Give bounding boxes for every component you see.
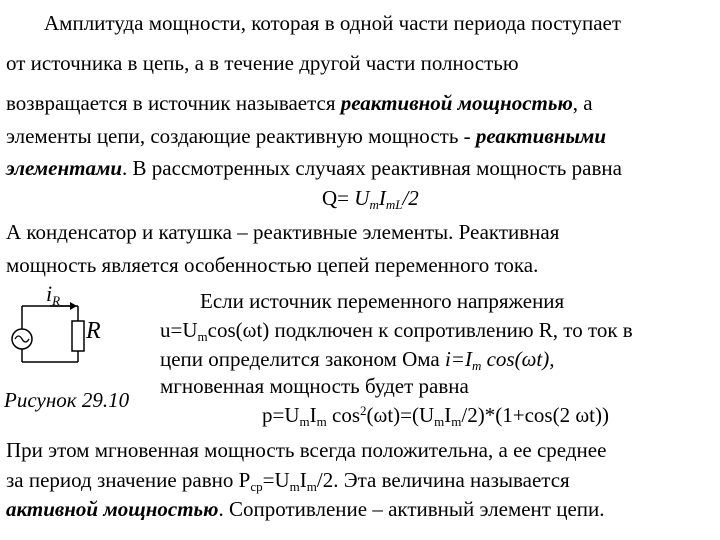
para1-line2: от источника в цепь, а в течение другой части полностью bbox=[6, 51, 519, 75]
figure-caption: Рисунок 29.10 bbox=[4, 388, 130, 412]
para1-line4: элементы цепи, создающие реактивную мощность - реактивными bbox=[6, 124, 606, 148]
term-reactive-power: реактивной мощностью bbox=[340, 91, 573, 115]
para2-line2: мощность является особенностью цепей переменного тока. bbox=[6, 253, 539, 277]
para4-line3: активной мощностью. Сопротивление – активный элемент цепи. bbox=[6, 497, 605, 521]
para3-line2: $u=U_m\cos(\omega t)$ подключен к сопротивлению R, то ток в bbox=[160, 318, 633, 344]
current-label: $i_R$ bbox=[46, 281, 61, 308]
ac-source-icon bbox=[12, 329, 32, 349]
para3-line4: мгновенная мощность будет равна bbox=[160, 374, 469, 398]
term-active-power: активной мощностью bbox=[6, 497, 219, 521]
circuit-diagram bbox=[8, 282, 118, 368]
para2-line1: А конденсатор и катушка – реактивные элементы. Реактивная bbox=[6, 220, 560, 244]
para1-line3: возвращается в источник называется реактивной мощностью, а bbox=[6, 91, 593, 115]
para1-line1: Амплитуда мощности, которая в одной части периода поступает bbox=[44, 11, 622, 35]
resistor-icon bbox=[72, 321, 84, 351]
formula-q: $Q= U_mI_{mL}/2$ bbox=[322, 186, 419, 212]
para4-line1: При этом мгновенная мощность всегда положительна, а ее среднее bbox=[6, 438, 607, 462]
resistor-label: R bbox=[86, 318, 101, 344]
para4-line2: за период значение равно $P_{ср}=U_mI_m/2$. Эта величина называется bbox=[6, 468, 570, 494]
para1-line5: элементами. В рассмотренных случаях реактивная мощность равна bbox=[6, 156, 622, 180]
para3-line3: цепи определится законом Ома $i=I_m$ cos(ωt), bbox=[160, 347, 555, 373]
para3-line1: Если источник переменного напряжения bbox=[200, 289, 565, 313]
term-reactive-elements: реактивными bbox=[475, 124, 606, 148]
para3-line5: $p=U_mI_m$ $\cos^2(\omega t)=(U_mI_m/2)*(1+\cos(2$ ωt)) bbox=[262, 403, 609, 429]
